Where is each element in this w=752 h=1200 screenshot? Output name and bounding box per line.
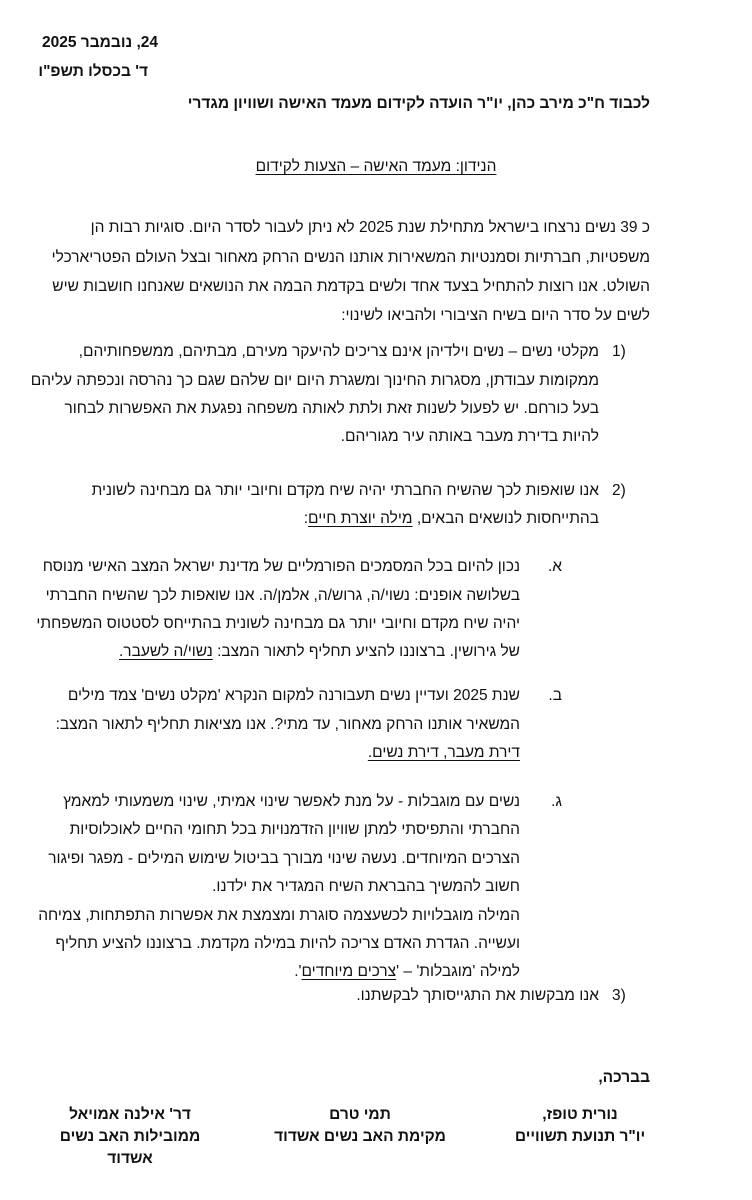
signer-title: יו"ר תנועת תשוויים [514,1128,646,1145]
intro-line: משפטיות, חברתיות וסמנטיות המשאירות אותנו הנשים הרחק מאחור ובצל העולם הפטריארכלי [51,249,650,266]
signature-block [270,1104,450,1148]
item-line: להיות בדירת מעבר באותה עיר מגוריהם. [340,428,599,445]
item-number: 1) [612,343,626,360]
sub-item-line: החברתי והתפיסתי למתן שוויון הזדמנויות בכל תחומי החיים לאוכלוסיות [69,821,520,838]
item-line [304,509,599,529]
intro-line: השולט. אנו רוצות להתחיל בצעד אחד ולשים בקדמת הבמה את הנושאים שאנחנו חושבות שיש [52,278,650,295]
sub-item-line [119,642,520,662]
sub-item-letter: א. [547,558,562,575]
sub-item-line: חשוב להמשיך בהבראת השיח המגדיר את ילדנו. [212,878,520,895]
item-number: 3) [612,987,626,1004]
sub-item-letter: ב. [548,687,562,704]
subject-heading: הנידון: מעמד האישה – הצעות לקידום [255,158,497,175]
sub-item-line: בשלושה אופנים: נשוי/ה, גרוש/ה, אלמן/ה. אנו שואפות לכך שהשיח החברתי [45,587,520,604]
sub-item-line: נכון להיום בכל המסמכים הפורמליים של מדינת ישראל המצב האישי מנוסח [42,558,520,575]
addressee-line: לכבוד ח"כ מירב כהן, יו"ר הועדה לקידום מעמד האישה ושוויון מגדרי [187,95,650,112]
item-text: '. [294,963,302,980]
item-line: מקלטי נשים – נשים וילדיהן אינם צריכים להיעקר מעירם, מבתיהם, ממשפחותיהם, [78,343,599,360]
intro-line: כ 39 נשים נרצחו בישראל מתחילת שנת 2025 לא ניתן לעבור לסדר היום. סוגיות רבות הן [90,219,650,236]
item-text: בהתייחסות לנושאים הבאים, [412,510,599,527]
highlighted-phrase: מילה יוצרת חיים [308,510,413,527]
item-number: 2) [612,482,626,499]
item-line: אנו שואפות לכך שהשיח החברתי יהיה שיח מקדם וחיובי יותר גם מבחינה לשונית [91,482,599,499]
sub-item-line: שנת 2025 ועדיין נשים תעבורנה למקום הנקרא 'מקלט נשים' צמד מילים [67,687,520,704]
signature-block [40,1104,220,1170]
item-text: למילה 'מוגבלות' – ' [396,963,520,980]
highlighted-phrase: נשוי/ה לשעבר. [119,643,213,660]
date-hebrew: ד' בכסלו תשפ"ו [38,63,148,80]
signer-name: נורית טופז, [542,1106,618,1123]
sub-item-line: נשים עם מוגבלות - על מנת לאפשר שינוי אמיתי, שינוי משמעותי למאמץ [63,793,520,810]
signer-name: דר' אילנה אמויאל [69,1106,191,1123]
sub-item-line: המשאיר אותנו הרחק מאחור, עד מתי?. אנו מציאות תחליף לתאור המצב: [55,716,520,733]
highlighted-phrase: דירת מעבר, דירת נשים. [367,744,520,761]
item-line: אנו מבקשות את התגייסותך לבקשתנו. [356,987,599,1004]
date-gregorian: 24, נובמבר 2025 [42,34,159,51]
sub-item-line: יהיה שיח מקדם וחיובי יותר גם מבחינה לשונית בהתייחס לסטטוס המשפחתי [36,615,520,632]
sub-item-line: ועשייה. הגדרת האדם צריכה להיות במילה מקדמת. ברצוננו להציע תחליף [55,935,520,952]
signer-title: ממובילות האב נשים אשדוד [59,1128,201,1167]
sub-item-line: הצרכים המיוחדים. נעשה שינוי מבורך בביטול שימוש המילים - מפגר ופיגור [48,850,520,867]
highlighted-phrase: צרכים מיוחדים [301,963,397,980]
item-text: : [303,510,309,527]
signer-name: תמי טרם [329,1106,391,1123]
item-text: של גירושין. ברצוננו להציע תחליף לתאור המצב: [212,643,520,660]
sub-item-line [294,962,520,982]
intro-line: לשים על סדר היום בשיח הציבורי ולהביאו לשינוי: [341,307,650,324]
item-line: ממקומות עבודתן, מסגרות החינוך ומשגרת היום יום שלהם שגם כך נהרסה ונכפתה עליהם [30,372,599,389]
sub-item-line: המילה מוגבלויות לכשעצמה סוגרת ומצמצת את אפשרות התפתחות, צמיחה [38,907,520,924]
sub-item-letter: ג. [551,793,562,810]
signer-title: מקימת האב נשים אשדוד [274,1128,446,1145]
closing-greeting: בברכה, [598,1069,650,1086]
signature-block [500,1104,660,1148]
item-line: בעל כורחם. יש לפעול לשנות זאת ולתת לאותה משפחה נפגעת את האפשרות לבחור [64,400,599,417]
